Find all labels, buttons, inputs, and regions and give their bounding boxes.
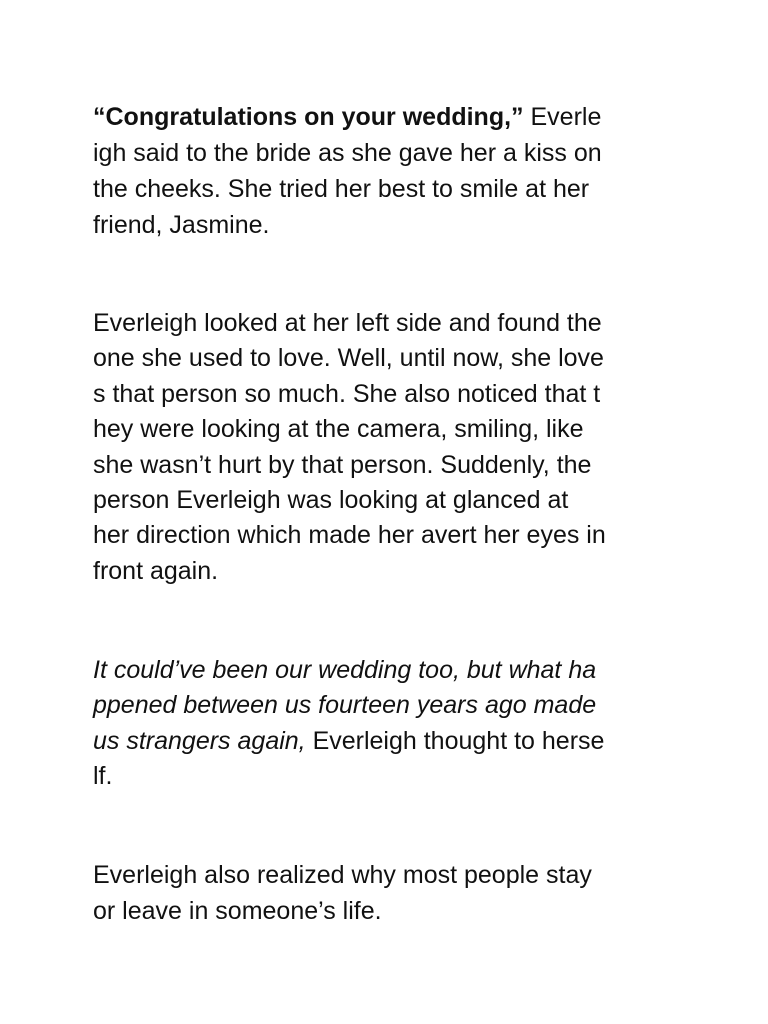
paragraph-2-line-7 <box>93 520 606 550</box>
body-text: friend, Jasmine. <box>93 211 270 239</box>
paragraph-1-line-3 <box>93 174 589 204</box>
body-text: the cheeks. She tried her best to smile at her <box>93 175 590 203</box>
paragraph-2-line-1 <box>93 308 602 338</box>
body-text: igh said to the bride as she gave her a kiss on <box>93 139 602 167</box>
paragraph-2-line-8 <box>93 556 218 586</box>
body-text: or leave in someone’s life. <box>93 897 382 925</box>
body-text: one she used to love. Well, until now, she love <box>93 344 604 372</box>
body-text: person Everleigh was looking at glanced at <box>93 486 569 514</box>
paragraph-3-line-1 <box>93 655 596 685</box>
paragraph-3-line-2 <box>93 690 596 720</box>
body-text: front again. <box>93 557 219 585</box>
paragraph-2-line-5 <box>93 450 591 480</box>
paragraph-1-line-2 <box>93 138 602 168</box>
body-text: she wasn’t hurt by that person. Suddenly, the <box>93 451 592 479</box>
body-text: Everleigh looked at her left side and found the <box>93 309 602 337</box>
paragraph-1-line-1 <box>93 102 601 132</box>
thought-text: ppened between us fourteen years ago made <box>93 691 597 719</box>
body-text: her direction which made her avert her eyes in <box>93 521 606 549</box>
thought-text: It could’ve been our wedding too, but what ha <box>93 656 597 684</box>
body-text: hey were looking at the camera, smiling, like <box>93 415 584 443</box>
paragraph-2-line-6 <box>93 485 568 515</box>
paragraph-2-line-3 <box>93 379 600 409</box>
body-text: s that person so much. She also noticed that t <box>93 380 601 408</box>
paragraph-4-line-2 <box>93 896 382 926</box>
paragraph-2-line-4 <box>93 414 584 444</box>
thought-text: us strangers again, <box>93 727 306 755</box>
paragraph-4-line-1 <box>93 860 592 890</box>
dialogue-text: “Congratulations on your wedding,” <box>93 103 524 131</box>
paragraph-2-line-2 <box>93 343 604 373</box>
body-text: lf. <box>93 762 113 790</box>
paragraph-3-line-4 <box>93 761 112 791</box>
body-text: Everleigh thought to herse <box>305 727 605 755</box>
body-text: Everle <box>523 103 602 131</box>
paragraph-1-line-4 <box>93 210 269 240</box>
body-text: Everleigh also realized why most people stay <box>93 861 592 889</box>
paragraph-3-line-3 <box>93 726 604 756</box>
